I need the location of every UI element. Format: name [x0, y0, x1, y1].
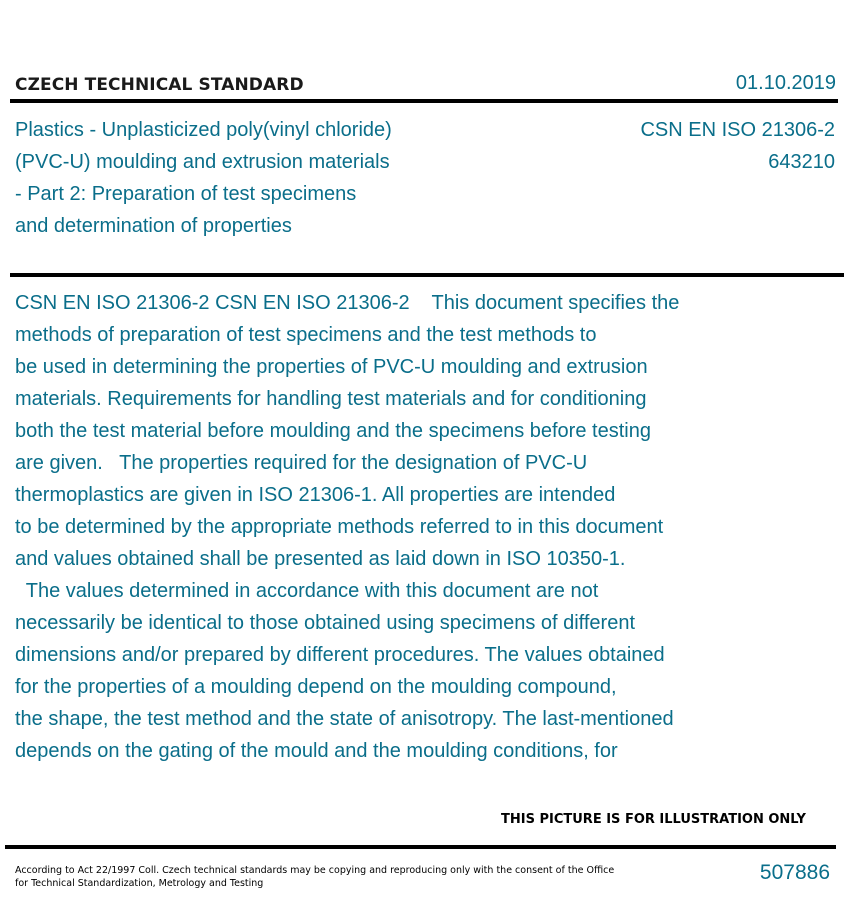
standard-type-label: CZECH TECHNICAL STANDARD	[15, 75, 304, 95]
standard-codes	[640, 114, 835, 178]
illustration-note: THIS PICTURE IS FOR ILLUSTRATION ONLY	[501, 812, 806, 827]
legal-line: for Technical Standardization, Metrology and Testing	[15, 878, 264, 889]
document-title	[15, 114, 515, 242]
abstract-line: for the properties of a moulding depend on the moulding compound,	[15, 676, 617, 698]
abstract-line: materials. Requirements for handling test materials and for conditioning	[15, 388, 647, 410]
title-line: and determination of properties	[15, 215, 292, 237]
classification-number: 643210	[768, 151, 835, 173]
publication-date: 01.10.2019	[735, 72, 836, 94]
abstract-text	[15, 287, 755, 767]
abstract-line: CSN EN ISO 21306-2 CSN EN ISO 21306-2 This document specifies the	[15, 292, 680, 314]
abstract-line: be used in determining the properties of PVC-U moulding and extrusion	[15, 356, 648, 378]
abstract-line: methods of preparation of test specimens and the test methods to	[15, 324, 597, 346]
standard-number: CSN EN ISO 21306-2	[640, 119, 835, 141]
title-line: Plastics - Unplasticized poly(vinyl chloride)	[15, 119, 392, 141]
abstract-line: dimensions and/or prepared by different procedures. The values obtained	[15, 644, 665, 666]
legal-line: According to Act 22/1997 Coll. Czech technical standards may be copying and reproducing only with the consent of the Office	[15, 865, 615, 876]
abstract-line: necessarily be identical to those obtained using specimens of different	[15, 612, 636, 634]
abstract-line: are given. The properties required for the designation of PVC-U	[15, 452, 588, 474]
abstract-line: both the test material before moulding and the specimens before testing	[15, 420, 651, 442]
abstract-line: depends on the gating of the mould and the moulding conditions, for	[15, 740, 618, 762]
bottom-divider	[5, 845, 836, 849]
title-line: (PVC-U) moulding and extrusion materials	[15, 151, 390, 173]
abstract-line: and values obtained shall be presented as laid down in ISO 10350-1.	[15, 548, 626, 570]
abstract-line: the shape, the test method and the state of anisotropy. The last-mentioned	[15, 708, 674, 730]
abstract-line: thermoplastics are given in ISO 21306-1. All properties are intended	[15, 484, 616, 506]
document-number: 507886	[759, 861, 830, 884]
title-line: - Part 2: Preparation of test specimens	[15, 183, 357, 205]
top-divider	[10, 99, 838, 103]
abstract-line: to be determined by the appropriate methods referred to in this document	[15, 516, 664, 538]
middle-divider	[10, 273, 844, 277]
abstract-line: The values determined in accordance with this document are not	[15, 580, 599, 602]
legal-notice	[15, 864, 615, 890]
